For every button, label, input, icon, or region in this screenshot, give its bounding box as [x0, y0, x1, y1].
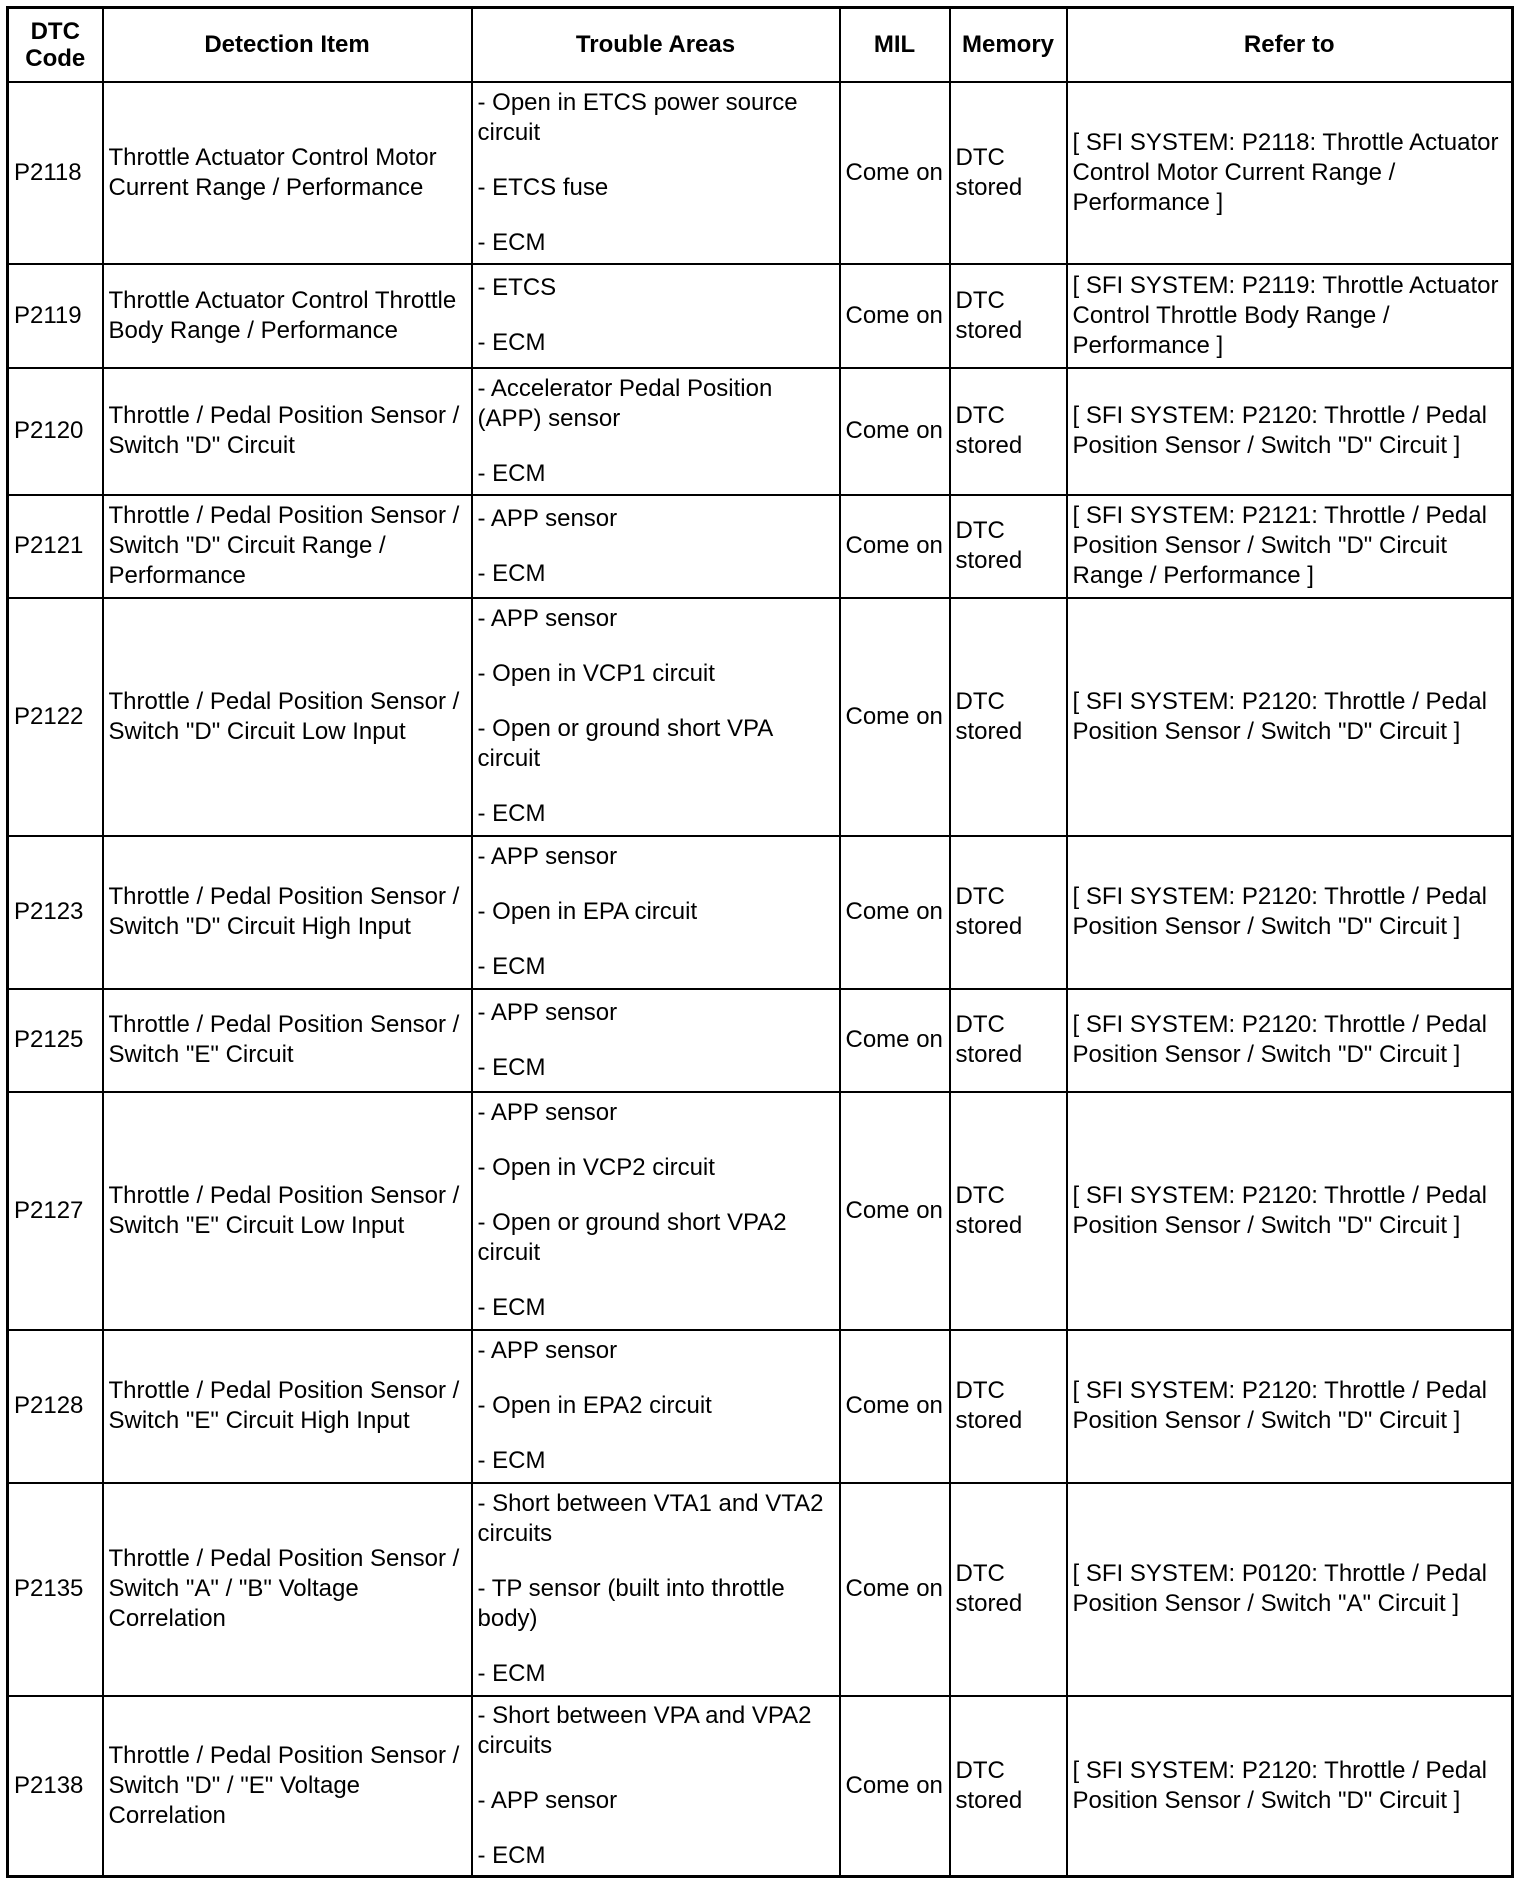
- memory-cell: DTC stored: [950, 1696, 1067, 1877]
- dtc-code-cell: P2120: [8, 368, 103, 495]
- trouble-areas-cell: [472, 82, 840, 264]
- refer-to-cell: [ SFI SYSTEM: P0120: Throttle / Pedal Position Sensor / Switch "A" Circuit ]: [1067, 1483, 1513, 1696]
- trouble-areas-cell: [472, 1092, 840, 1330]
- refer-to-cell: [ SFI SYSTEM: P2120: Throttle / Pedal Position Sensor / Switch "D" Circuit ]: [1067, 836, 1513, 989]
- dtc-code-cell: P2118: [8, 82, 103, 264]
- refer-to-cell: [ SFI SYSTEM: P2121: Throttle / Pedal Position Sensor / Switch "D" Circuit Range / Performance ]: [1067, 495, 1513, 598]
- memory-cell: DTC stored: [950, 1092, 1067, 1330]
- detection-item-cell: Throttle / Pedal Position Sensor / Switch "D" / "E" Voltage Correlation: [103, 1696, 472, 1877]
- refer-to-cell: [ SFI SYSTEM: P2119: Throttle Actuator Control Throttle Body Range / Performance ]: [1067, 264, 1513, 368]
- dtc-code-cell: P2127: [8, 1092, 103, 1330]
- detection-item-cell: Throttle / Pedal Position Sensor / Switch "E" Circuit Low Input: [103, 1092, 472, 1330]
- trouble-area-item: - Short between VTA1 and VTA2 circuits: [477, 1490, 824, 1547]
- dtc-code-cell: P2121: [8, 495, 103, 598]
- trouble-area-item: - APP sensor: [477, 1337, 618, 1364]
- detection-item-cell: Throttle / Pedal Position Sensor / Switch "E" Circuit High Input: [103, 1330, 472, 1483]
- detection-item-cell: Throttle Actuator Control Motor Current Range / Performance: [103, 82, 472, 264]
- trouble-area-item: - Accelerator Pedal Position (APP) sensor: [477, 374, 773, 432]
- trouble-area-item: - APP sensor: [477, 998, 618, 1026]
- dtc-table: [6, 6, 1514, 1878]
- header-detection-item: Detection Item: [103, 8, 472, 82]
- detection-item-cell: Throttle / Pedal Position Sensor / Switch "D" Circuit Range / Performance: [103, 495, 472, 598]
- trouble-areas-cell: [472, 1330, 840, 1483]
- header-memory: Memory: [950, 8, 1067, 82]
- trouble-areas-cell: [472, 368, 840, 495]
- dtc-code-cell: P2128: [8, 1330, 103, 1483]
- trouble-area-item: - Open in VCP2 circuit: [477, 1154, 715, 1181]
- trouble-areas-cell: [472, 1483, 840, 1696]
- trouble-area-item: - APP sensor: [477, 504, 618, 532]
- refer-to-cell: [ SFI SYSTEM: P2118: Throttle Actuator Control Motor Current Range / Performance ]: [1067, 82, 1513, 264]
- header-row: [8, 8, 1513, 82]
- detection-item-cell: Throttle / Pedal Position Sensor / Switch "D" Circuit Low Input: [103, 598, 472, 836]
- mil-cell: Come on: [840, 368, 950, 495]
- table-row: [8, 598, 1513, 836]
- trouble-area-item: - ECM: [477, 953, 546, 980]
- memory-cell: DTC stored: [950, 495, 1067, 598]
- mil-cell: Come on: [840, 836, 950, 989]
- trouble-area-item: - ECM: [477, 459, 546, 487]
- header-refer-to: Refer to: [1067, 8, 1513, 82]
- trouble-area-item: - ECM: [477, 329, 546, 356]
- trouble-area-item: - APP sensor: [477, 605, 618, 632]
- memory-cell: DTC stored: [950, 989, 1067, 1092]
- trouble-area-item: - TP sensor (built into throttle body): [477, 1575, 785, 1632]
- memory-cell: DTC stored: [950, 1483, 1067, 1696]
- header-dtc-code: DTC Code: [8, 8, 103, 82]
- table-row: [8, 1696, 1513, 1877]
- mil-cell: Come on: [840, 82, 950, 264]
- memory-cell: DTC stored: [950, 82, 1067, 264]
- trouble-area-item: - ECM: [477, 559, 546, 587]
- mil-cell: Come on: [840, 598, 950, 836]
- mil-cell: Come on: [840, 1330, 950, 1483]
- trouble-area-item: - Open in EPA2 circuit: [477, 1392, 712, 1419]
- memory-cell: DTC stored: [950, 264, 1067, 368]
- trouble-areas-cell: [472, 495, 840, 598]
- mil-cell: Come on: [840, 1696, 950, 1877]
- trouble-area-item: - Open in VCP1 circuit: [477, 660, 715, 687]
- mil-cell: Come on: [840, 495, 950, 598]
- trouble-areas-cell: [472, 1696, 840, 1877]
- trouble-areas-cell: [472, 989, 840, 1092]
- memory-cell: DTC stored: [950, 836, 1067, 989]
- table-row: [8, 1483, 1513, 1696]
- table-row: [8, 1092, 1513, 1330]
- trouble-area-item: - Open in EPA circuit: [477, 898, 698, 925]
- memory-cell: DTC stored: [950, 598, 1067, 836]
- dtc-code-cell: P2119: [8, 264, 103, 368]
- trouble-areas-cell: [472, 836, 840, 989]
- header-trouble-areas: Trouble Areas: [472, 8, 840, 82]
- trouble-area-item: - ECM: [477, 1841, 546, 1869]
- trouble-area-item: - APP sensor: [477, 1786, 618, 1814]
- refer-to-cell: [ SFI SYSTEM: P2120: Throttle / Pedal Position Sensor / Switch "D" Circuit ]: [1067, 598, 1513, 836]
- dtc-code-cell: P2122: [8, 598, 103, 836]
- memory-cell: DTC stored: [950, 368, 1067, 495]
- trouble-area-item: - APP sensor: [477, 843, 618, 870]
- mil-cell: Come on: [840, 1092, 950, 1330]
- table-row: [8, 1330, 1513, 1483]
- header-mil: MIL: [840, 8, 950, 82]
- trouble-area-item: - ECM: [477, 1447, 546, 1474]
- table-row: [8, 495, 1513, 598]
- trouble-area-item: - ETCS: [477, 274, 557, 301]
- trouble-area-item: - Open or ground short VPA circuit: [477, 715, 772, 772]
- table-row: [8, 989, 1513, 1092]
- trouble-area-item: - APP sensor: [477, 1099, 618, 1126]
- refer-to-cell: [ SFI SYSTEM: P2120: Throttle / Pedal Position Sensor / Switch "D" Circuit ]: [1067, 1696, 1513, 1877]
- trouble-area-item: - ECM: [477, 1660, 546, 1687]
- dtc-code-cell: P2125: [8, 989, 103, 1092]
- detection-item-cell: Throttle / Pedal Position Sensor / Switch "A" / "B" Voltage Correlation: [103, 1483, 472, 1696]
- table-row: [8, 368, 1513, 495]
- trouble-area-item: - Open in ETCS power source circuit: [477, 88, 798, 146]
- refer-to-cell: [ SFI SYSTEM: P2120: Throttle / Pedal Position Sensor / Switch "D" Circuit ]: [1067, 1330, 1513, 1483]
- dtc-code-cell: P2135: [8, 1483, 103, 1696]
- detection-item-cell: Throttle / Pedal Position Sensor / Switch "D" Circuit: [103, 368, 472, 495]
- trouble-area-item: - ETCS fuse: [477, 173, 609, 201]
- trouble-area-item: - Short between VPA and VPA2 circuits: [477, 1701, 812, 1759]
- detection-item-cell: Throttle Actuator Control Throttle Body Range / Performance: [103, 264, 472, 368]
- dtc-code-cell: P2138: [8, 1696, 103, 1877]
- mil-cell: Come on: [840, 989, 950, 1092]
- mil-cell: Come on: [840, 264, 950, 368]
- detection-item-cell: Throttle / Pedal Position Sensor / Switch "D" Circuit High Input: [103, 836, 472, 989]
- trouble-areas-cell: [472, 264, 840, 368]
- trouble-area-item: - ECM: [477, 228, 546, 256]
- trouble-area-item: - Open or ground short VPA2 circuit: [477, 1209, 787, 1266]
- trouble-area-item: - ECM: [477, 800, 546, 827]
- refer-to-cell: [ SFI SYSTEM: P2120: Throttle / Pedal Position Sensor / Switch "D" Circuit ]: [1067, 368, 1513, 495]
- memory-cell: DTC stored: [950, 1330, 1067, 1483]
- mil-cell: Come on: [840, 1483, 950, 1696]
- trouble-areas-cell: [472, 598, 840, 836]
- table-row: [8, 82, 1513, 264]
- trouble-area-item: - ECM: [477, 1294, 546, 1321]
- table-row: [8, 836, 1513, 989]
- trouble-area-item: - ECM: [477, 1053, 546, 1081]
- refer-to-cell: [ SFI SYSTEM: P2120: Throttle / Pedal Position Sensor / Switch "D" Circuit ]: [1067, 989, 1513, 1092]
- detection-item-cell: Throttle / Pedal Position Sensor / Switch "E" Circuit: [103, 989, 472, 1092]
- table-row: [8, 264, 1513, 368]
- refer-to-cell: [ SFI SYSTEM: P2120: Throttle / Pedal Position Sensor / Switch "D" Circuit ]: [1067, 1092, 1513, 1330]
- dtc-code-cell: P2123: [8, 836, 103, 989]
